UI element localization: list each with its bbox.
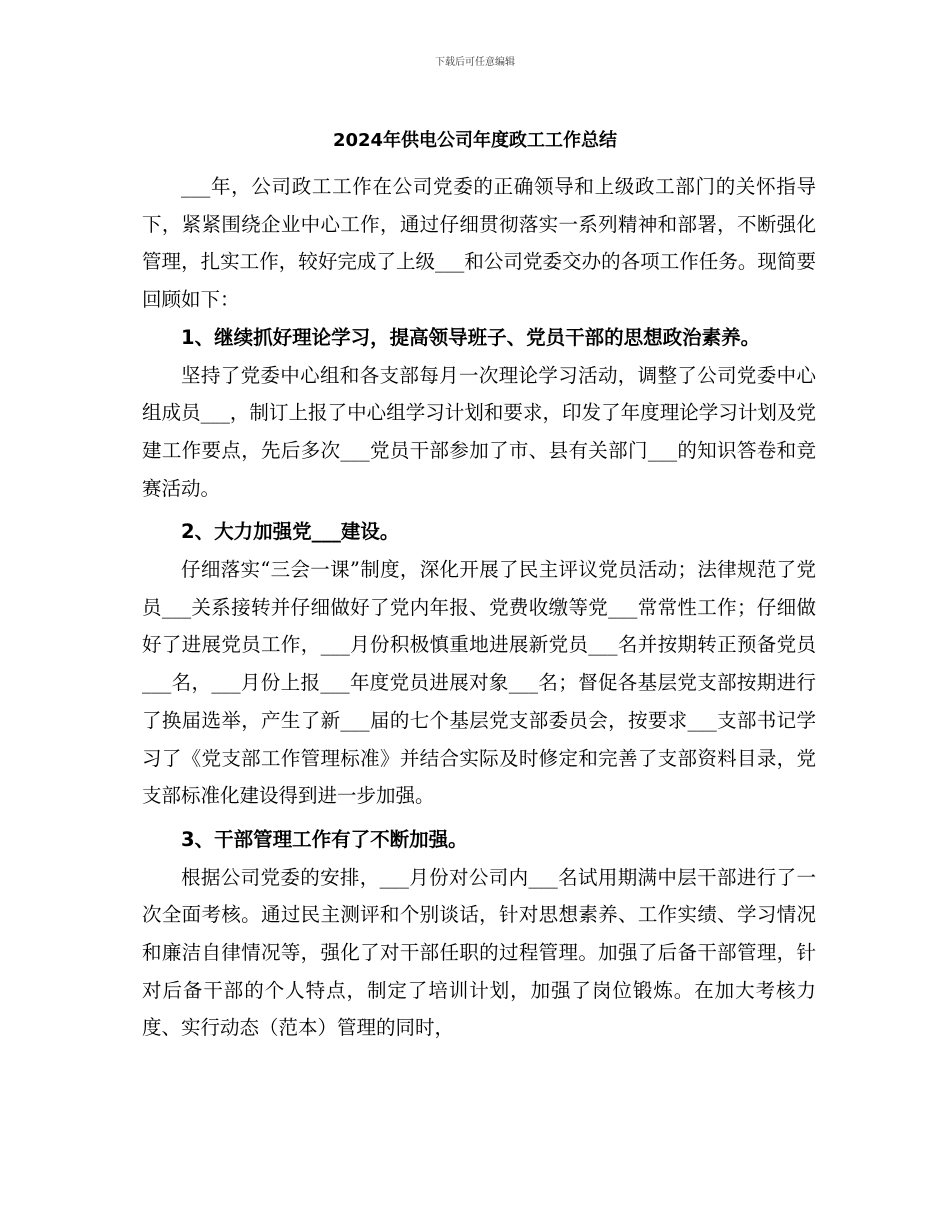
paragraph-section-2: 仔细落实“三会一课”制度，深化开展了民主评议党员活动；法律规范了党员___关系接转并仔细做好了党内年报、党费收缴等党___常常性工作；仔细做好了进展党员工作，___月份积极慎重地进展新党员___名并按期转正预备党员___名，___月份上报___年度党员进展对象___名；督促各基层党支部按期进行了换届选举，产生了新___届的七个基层党支部委员会，按要求___支部书记学习了《党支部工作管理标准》并结合实际及时修定和完善了支部资料目录，党支部标准化建设得到进一步加强。 — [142, 558, 816, 808]
paragraph-section-3: 根据公司党委的安排，___月份对公司内___名试用期满中层干部进行了一次全面考核。通过民主测评和个别谈话，针对思想素养、工作实绩、学习情况和廉洁自律情况等，强化了对干部任职的过程管理。加强了后备干部管理，针对后备干部的个人特点，制定了培训计划，加强了岗位锻炼。在加大考核力度、实行动态（范本）管理的同时， — [142, 865, 816, 1040]
document-title: 2024年供电公司年度政工工作总结 — [332, 130, 618, 151]
paragraph-section-1: 坚持了党委中心组和各支部每月一次理论学习活动，调整了公司党委中心组成员___，制订上报了中心组学习计划和要求，印发了年度理论学习计划及党建工作要点，先后多次___党员干部参加了市、县有关部门___的知识答卷和竞赛活动。 — [142, 363, 816, 500]
document-body — [142, 168, 816, 1047]
header-note: 下载后可任意编辑 — [435, 57, 515, 68]
section-heading-1: 1、继续抓好理论学习，提高领导班子、党员干部的思想政治素养。 — [181, 325, 761, 349]
paragraph-intro: ___年，公司政工工作在公司党委的正确领导和上级政工部门的关怀指导下，紧紧围绕企业中心工作，通过仔细贯彻落实一系列精神和部署，不断强化管理，扎实工作，较好完成了上级___和公司党委交办的各项工作任务。现简要回顾如下： — [142, 175, 816, 312]
section-heading-3: 3、干部管理工作有了不断加强。 — [181, 827, 468, 851]
section-heading-2: 2、大力加强党___建设。 — [181, 520, 400, 544]
